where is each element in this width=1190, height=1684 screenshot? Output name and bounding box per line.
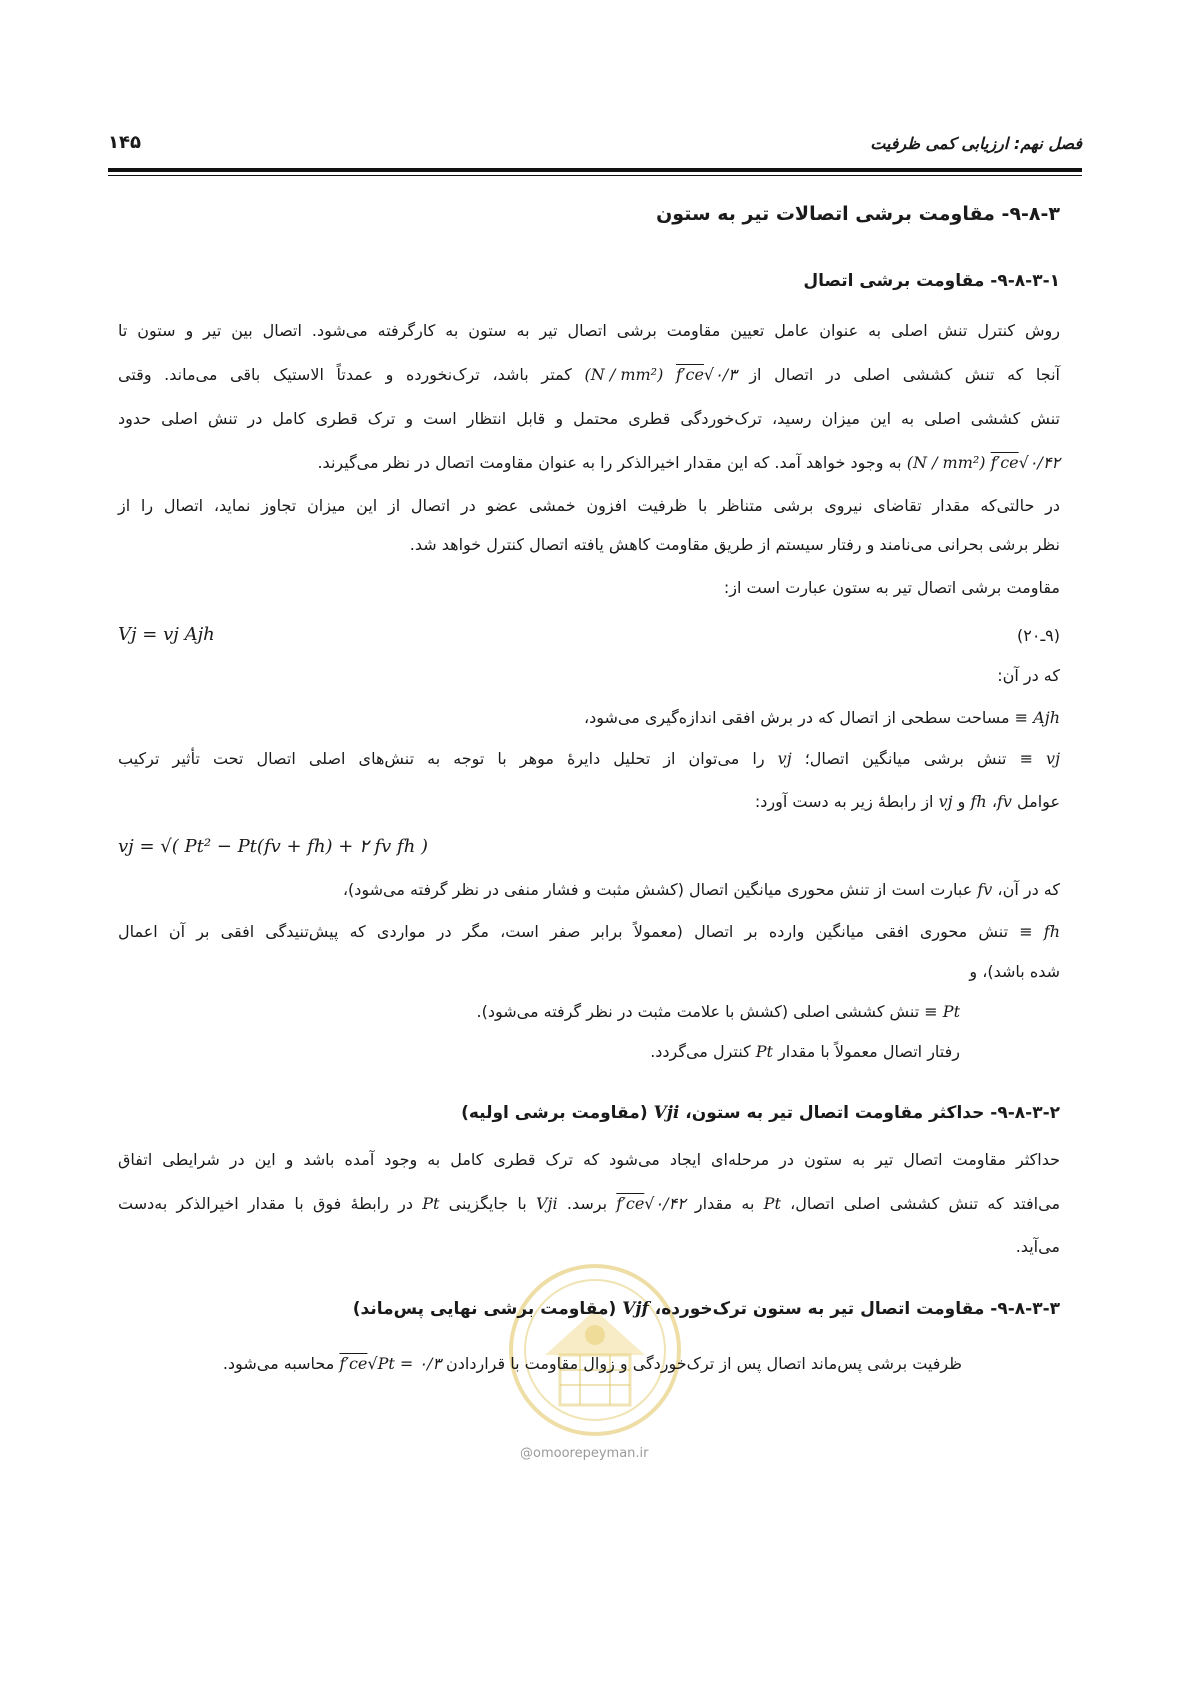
- control-line: رفتار اتصال معمولاً با مقدار Pt کنترل می‌گردد.: [650, 1042, 960, 1061]
- fce-symbol: f′ce: [675, 365, 704, 384]
- sub2-line-1: حداکثر مقاومت اتصال تیر به ستون در مرحله‌ای ایجاد می‌شود که ترک قطری کامل به وجود آمده باشد و این در شرایطی اتفاق: [118, 1150, 1060, 1169]
- coef-03: ۰/۳: [714, 365, 737, 384]
- p1-line-4: ۰/۴۲√f′ce (N / mm²) به وجود خواهد آمد. که این مقدار اخیرالذکر را به عنوان مقاومت اتصال در نظر می‌گیرند.: [317, 453, 1060, 472]
- where-label: که در آن:: [997, 666, 1060, 685]
- section-title: ۹-۸-۳- مقاومت برشی اتصالات تیر به ستون: [656, 203, 1060, 225]
- page-header: [108, 130, 1082, 160]
- equation-number: (۹ـ۲۰): [1017, 626, 1060, 645]
- chapter-title: فصل نهم: ارزیابی کمی ظرفیت: [870, 134, 1082, 153]
- p1-line-3: تنش کششی اصلی به این میزان رسید، ترک‌خوردگی قطری محتمل و قابل انتظار است و ترک قطری کامل در تنش اصلی حدود: [118, 409, 1060, 428]
- sub2-line-3: می‌آید.: [1015, 1237, 1060, 1256]
- p1-line-1: روش کنترل تنش اصلی به عنوان عامل تعیین مقاومت برشی اتصال تیر به ستون به کارگرفته می‌شود. اتصال بین تیر و ستون تا: [118, 321, 1060, 340]
- sub3-line-1: ظرفیت برشی پس‌ماند اتصال پس از ترک‌خوردگی و زوال مقاومت با قراردادن Pt = ۰/۳√f′ce محاسبه می‌شود.: [222, 1354, 962, 1373]
- page-number: ۱۴۵: [108, 132, 141, 153]
- sub2-line-2: می‌افتد که تنش کششی اصلی اتصال، Pt به مقدار ۰/۴۲√f′ce برسد. Vji با جایگزینی Pt در رابطهٔ فوق با مقدار اخیرالذکر به‌دست: [118, 1194, 1061, 1213]
- def-fv: که در آن، fv عبارت است از تنش محوری میانگین اتصال (کشش مثبت و فشار منفی در نظر گرفته می‌شود)،: [342, 880, 1060, 899]
- def-fh-line-1: fh ≡ تنش محوری افقی میانگین وارده بر اتصال (معمولاً برابر صفر است، مگر در مواردی که پیش‌تنیدگی افقی بر آن اعمال: [118, 922, 1061, 941]
- def-vj-line-1: vj ≡ تنش برشی میانگین اتصال؛ vj را می‌توان از تحلیل دایرهٔ موهر با توجه به تنش‌های اصلی اتصال تحت تأثیر ترکیب: [118, 749, 1061, 768]
- def-fh-line-2: شده باشد)، و: [969, 962, 1060, 981]
- watermark-url: @omoorepeyman.ir: [520, 1446, 649, 1461]
- unit-symbol: (N / mm²): [584, 365, 664, 384]
- subsection-3-title: ۹-۸-۳-۳- مقاومت اتصال تیر به ستون ترک‌خورده، Vjf (مقاومت برشی نهایی پس‌ماند): [352, 1299, 1060, 1319]
- def-ajh: Ajh ≡ مساحت سطحی از اتصال که در برش افقی اندازه‌گیری می‌شود،: [583, 708, 1060, 727]
- p2-line-2: نظر برشی بحرانی می‌نامند و رفتار سیستم از طریق مقاومت کاهش یافته اتصال کنترل خواهد شد.: [409, 535, 1060, 554]
- coef-042: ۰/۴۲: [1028, 453, 1060, 472]
- subsection-2-title: ۹-۸-۳-۲- حداکثر مقاومت اتصال تیر به ستون، Vji (مقاومت برشی اولیه): [461, 1103, 1060, 1123]
- equation-principal-stress: vj = √( Pt² − Pt(fv + fh) + ۲ fv fh ): [118, 836, 429, 857]
- subsection-1-title: ۹-۸-۳-۱- مقاومت برشی اتصال: [803, 271, 1060, 291]
- watermark-logo: [505, 1260, 685, 1440]
- def-pt: Pt ≡ تنش کششی اصلی (کشش با علامت مثبت در نظر گرفته می‌شود).: [476, 1002, 960, 1021]
- equation-vj: Vj = vj Ajh: [118, 624, 215, 645]
- header-rule-thick: [108, 168, 1082, 172]
- p1-line-2: آنجا که تنش کششی اصلی در اتصال از ۰/۳√f′ce (N / mm²) کمتر باشد، ترک‌نخورده و عمدتاً الاستیک باقی می‌ماند. وقتی: [118, 365, 1060, 384]
- header-rule-thin: [108, 175, 1082, 176]
- p3-line: مقاومت برشی اتصال تیر به ستون عبارت است از:: [723, 578, 1060, 597]
- p2-line-1: در حالتی‌که مقدار تقاضای نیروی برشی متناظر با ظرفیت افزون خمشی عضو در اتصال از این میزان تجاوز نماید، اتصال را از: [118, 496, 1060, 515]
- def-vj-line-2: عوامل fv، fh و vj از رابطهٔ زیر به دست آورد:: [754, 792, 1060, 811]
